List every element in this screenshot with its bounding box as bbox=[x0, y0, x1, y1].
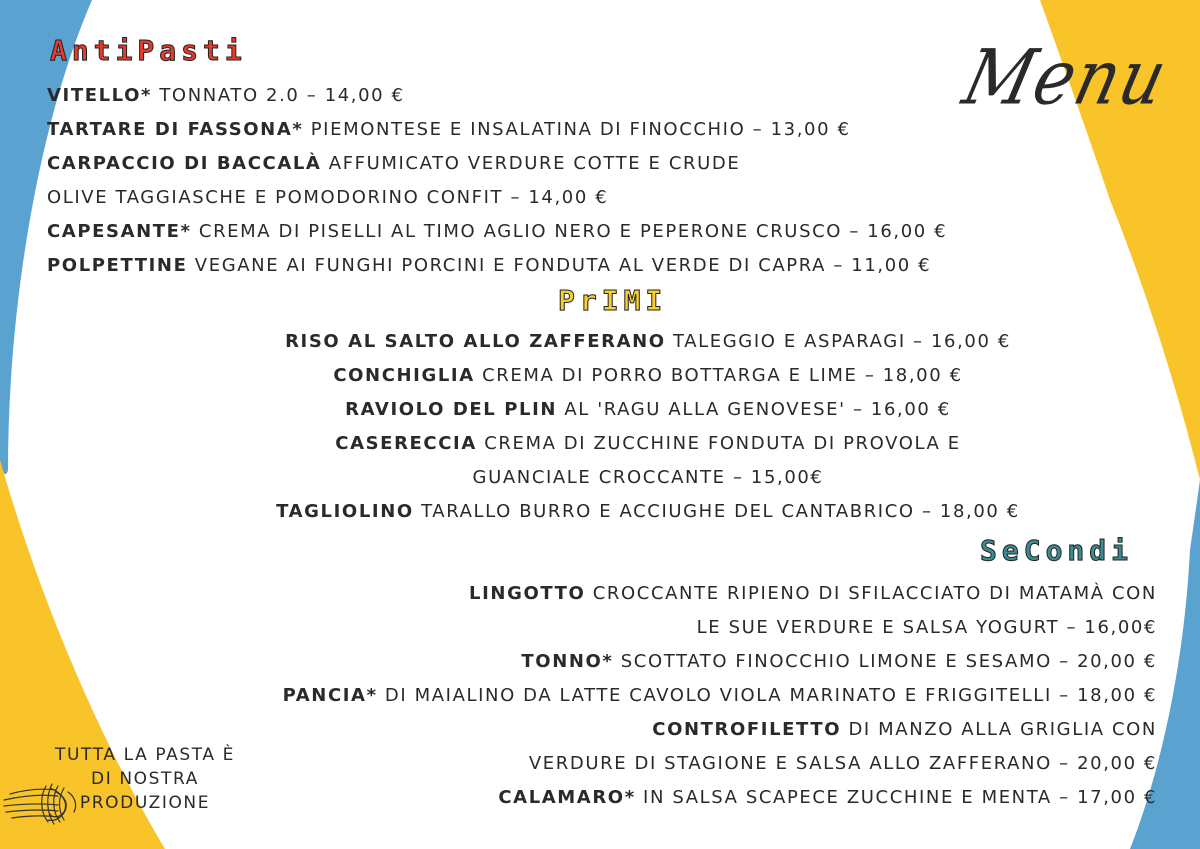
menu-item bbox=[652, 718, 1157, 742]
menu-item bbox=[521, 650, 1157, 674]
dish-name: CONTROFILETTO bbox=[652, 719, 842, 740]
dish-description: GUANCIALE CROCCANTE – 15,00€ bbox=[472, 467, 824, 488]
dish-description: CREMA DI PORRO BOTTARGA E LIME – 18,00 € bbox=[474, 365, 963, 386]
menu-item-continued bbox=[529, 752, 1157, 776]
menu-logo: Menu bbox=[955, 33, 1177, 122]
menu-item bbox=[498, 786, 1157, 810]
secondi-title: SeCondi bbox=[980, 534, 1134, 567]
dish-name: CASERECCIA bbox=[335, 433, 477, 454]
pasta-note-line: TUTTA LA PASTA È bbox=[55, 745, 235, 765]
dish-name: TAGLIOLINO bbox=[276, 501, 414, 522]
dish-name: TONNO* bbox=[521, 651, 614, 672]
menu-item bbox=[0, 364, 1200, 388]
menu-item bbox=[0, 398, 1200, 422]
dish-name: PANCIA* bbox=[282, 685, 378, 706]
menu-item-continued bbox=[0, 466, 1200, 490]
dish-description: TARALLO BURRO E ACCIUGHE DEL CANTABRICO – 18,00 € bbox=[413, 501, 1020, 522]
dish-description: LE SUE VERDURE E SALSA YOGURT – 16,00€ bbox=[696, 617, 1157, 638]
dish-description: TALEGGIO E ASPARAGI – 16,00 € bbox=[665, 331, 1011, 352]
dish-description: CREMA DI PISELLI AL TIMO AGLIO NERO E PEPERONE CRUSCO – 16,00 € bbox=[191, 221, 948, 242]
menu-item bbox=[469, 582, 1157, 606]
dish-name: LINGOTTO bbox=[469, 583, 586, 604]
dish-name: RISO AL SALTO ALLO ZAFFERANO bbox=[285, 331, 666, 352]
dish-description: CROCCANTE RIPIENO DI SFILACCIATO DI MATAMÀ CON bbox=[585, 583, 1157, 604]
dish-name: CARPACCIO DI BACCALÀ bbox=[47, 153, 322, 174]
dish-name: CALAMARO* bbox=[498, 787, 636, 808]
dish-description: DI MANZO ALLA GRIGLIA CON bbox=[841, 719, 1157, 740]
dish-name: VITELLO* bbox=[47, 85, 153, 106]
primi-title: PrIMI bbox=[558, 284, 668, 317]
menu-item-continued bbox=[697, 616, 1157, 640]
menu-item-continued bbox=[47, 186, 608, 210]
dish-name: CONCHIGLIA bbox=[333, 365, 475, 386]
dish-name: POLPETTINE bbox=[47, 255, 188, 276]
dish-description: IN SALSA SCAPECE ZUCCHINE E MENTA – 17,00 € bbox=[635, 787, 1157, 808]
pasta-note-line: PRODUZIONE bbox=[79, 793, 211, 813]
dish-name: RAVIOLO DEL PLIN bbox=[345, 399, 558, 420]
dish-description: SCOTTATO FINOCCHIO LIMONE E SESAMO – 20,00 € bbox=[613, 651, 1157, 672]
menu-item bbox=[0, 330, 1200, 354]
dish-description: PIEMONTESE E INSALATINA DI FINOCCHIO – 13,00 € bbox=[303, 119, 851, 140]
pasta-icon bbox=[2, 778, 86, 828]
dish-name: CAPESANTE* bbox=[47, 221, 192, 242]
dish-description: DI MAIALINO DA LATTE CAVOLO VIOLA MARINATO E FRIGGITELLI – 18,00 € bbox=[377, 685, 1157, 706]
antipasti-title: AntiPasti bbox=[50, 34, 247, 67]
dish-description: OLIVE TAGGIASCHE E POMODORINO CONFIT – 14,00 € bbox=[47, 187, 609, 208]
dish-description: AL 'RAGU ALLA GENOVESE' – 16,00 € bbox=[557, 399, 951, 420]
menu-item bbox=[47, 84, 405, 108]
menu-item bbox=[283, 684, 1157, 708]
dish-description: VEGANE AI FUNGHI PORCINI E FONDUTA AL VERDE DI CAPRA – 11,00 € bbox=[187, 255, 932, 276]
dish-description: TONNATO 2.0 – 14,00 € bbox=[152, 85, 405, 106]
pasta-note-line: DI NOSTRA bbox=[91, 769, 199, 789]
menu-item bbox=[0, 500, 1200, 524]
menu-item bbox=[47, 118, 851, 142]
dish-description: VERDURE DI STAGIONE E SALSA ALLO ZAFFERANO – 20,00 € bbox=[528, 753, 1157, 774]
dish-description: AFFUMICATO VERDURE COTTE E CRUDE bbox=[321, 153, 741, 174]
menu-item bbox=[0, 432, 1200, 456]
menu-item bbox=[47, 220, 947, 244]
dish-description: CREMA DI ZUCCHINE FONDUTA DI PROVOLA E bbox=[476, 433, 961, 454]
menu-item bbox=[47, 254, 931, 278]
dish-name: TARTARE DI FASSONA* bbox=[47, 119, 304, 140]
menu-item bbox=[47, 152, 740, 176]
